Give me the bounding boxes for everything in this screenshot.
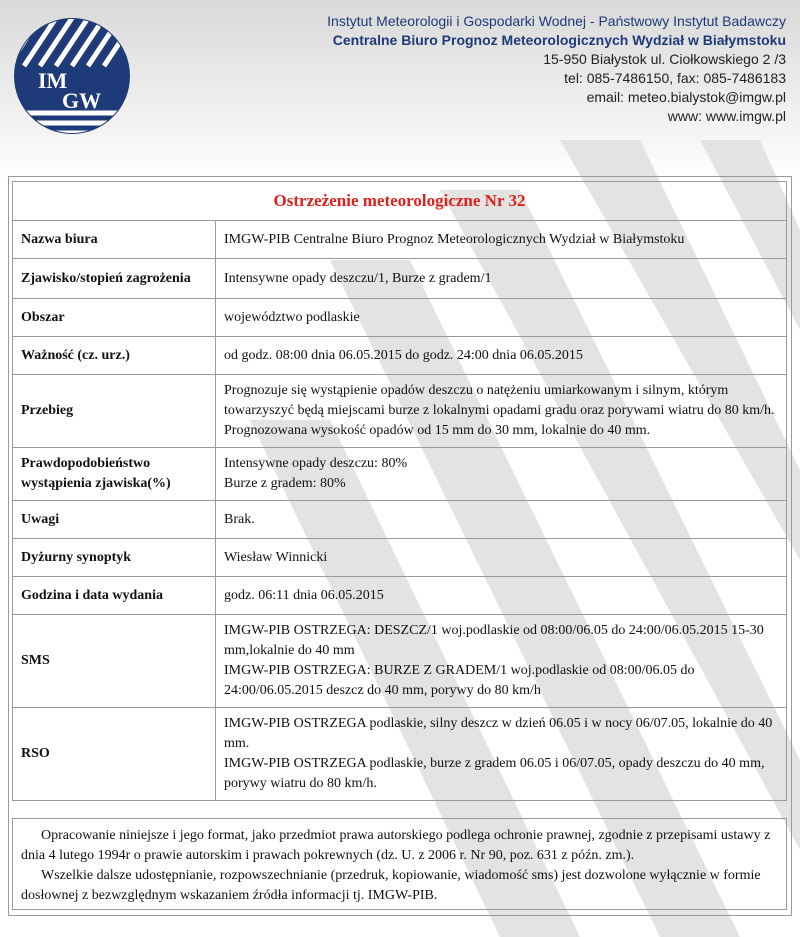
value-line: IMGW-PIB OSTRZEGA podlaskie, silny deszcz w dzień 06.05 i w nocy 06/07.05, lokalnie do 40 mm.	[224, 716, 773, 751]
row-label: Zjawisko/stopień zagrożenia	[13, 259, 216, 299]
value-line: IMGW-PIB Centralne Biuro Prognoz Meteorologicznych Wydział w Białymstoku	[224, 231, 685, 247]
row-label: Prawdopodobieństwo wystąpienia zjawiska(%)	[13, 448, 216, 501]
table-row	[13, 577, 787, 615]
value-line: IMGW-PIB OSTRZEGA: DESZCZ/1 woj.podlaskie od 08:00/06.05 do 24:00/06.05.2015 15-30 mm,lokalnie do 40 mm	[224, 623, 764, 658]
table-row	[13, 615, 787, 708]
row-label: Obszar	[13, 299, 216, 337]
row-value	[216, 337, 787, 375]
logo-text-top: IM	[38, 68, 68, 93]
table-row	[13, 259, 787, 299]
copyright-paragraph-2: Wszelkie dalsze udostępnianie, rozpowszechnianie (przedruk, kopiowanie, wiadomość sms) jest dozwolone wyłącznie w formie dosłownej z bezwzględnym wskazaniem źródła informacji tj. IMGW-PIB.	[21, 868, 761, 903]
table-row	[13, 299, 787, 337]
value-line: Brak.	[224, 511, 255, 527]
website[interactable]: www: www.imgw.pl	[667, 108, 786, 124]
value-line: godz. 06:11 dnia 06.05.2015	[224, 587, 384, 603]
office-name: Centralne Biuro Prognoz Meteorologicznych Wydział w Białymstoku	[332, 32, 786, 48]
table-row	[13, 221, 787, 259]
row-value	[216, 539, 787, 577]
row-label: Ważność (cz. urz.)	[13, 337, 216, 375]
warning-title: Ostrzeżenie meteorologiczne Nr 32	[13, 182, 787, 221]
row-value	[216, 299, 787, 337]
phone-fax: tel: 085-7486150, fax: 085-7486183	[564, 70, 786, 86]
copyright-paragraph-1: Opracowanie niniejsze i jego format, jako przedmiot prawa autorskiego podlega ochronie prawnej, zgodnie z przepisami ustawy z dnia 4 lutego 1994r o prawie autorskim i prawach pokrewnych (dz. U. z 2006 r. Nr 90, poz. 631 z późn. zm.).	[21, 828, 771, 863]
value-line: Wiesław Winnicki	[224, 549, 328, 565]
row-value	[216, 259, 787, 299]
value-line: Intensywne opady deszczu/1, Burze z gradem/1	[224, 270, 492, 286]
row-label: Uwagi	[13, 501, 216, 539]
row-value	[216, 708, 787, 801]
row-label: SMS	[13, 615, 216, 708]
value-line: Burze z gradem: 80%	[224, 476, 346, 491]
value-line: od godz. 08:00 dnia 06.05.2015 do godz. 24:00 dnia 06.05.2015	[224, 347, 583, 363]
letterhead	[0, 0, 800, 160]
row-label: Dyżurny synoptyk	[13, 539, 216, 577]
row-value	[216, 501, 787, 539]
warning-table	[12, 181, 787, 801]
row-value	[216, 221, 787, 259]
row-label: Przebieg	[13, 375, 216, 448]
row-value	[216, 577, 787, 615]
institute-name: Instytut Meteorologii i Gospodarki Wodnej - Państwowy Instytut Badawczy	[327, 13, 786, 29]
copyright-notice	[12, 818, 787, 910]
table-row	[13, 448, 787, 501]
value-line: IMGW-PIB OSTRZEGA: BURZE Z GRADEM/1 woj.podlaskie od 08:00/06.05 do 24:00/06.05.2015 deszcz do 40 mm, porywy do 80 km/h	[224, 663, 695, 698]
value-line: województwo podlaskie	[224, 309, 360, 325]
table-row	[13, 337, 787, 375]
contact-block	[327, 12, 786, 126]
table-row	[13, 708, 787, 801]
email-address[interactable]: email: meteo.bialystok@imgw.pl	[586, 89, 786, 105]
table-row	[13, 375, 787, 448]
row-label: Godzina i data wydania	[13, 577, 216, 615]
address: 15-950 Białystok ul. Ciołkowskiego 2 /3	[543, 51, 786, 67]
value-line: Prognozuje się wystąpienie opadów deszczu o natężeniu umiarkowanym i silnym, którym towarzyszyć będą miejscami burze z lokalnymi opadami gradu oraz porywami wiatru do 80 km/h. Prognozowana wysokość opadów od 15 mm do 30 mm, lokalnie do 40 mm.	[224, 383, 775, 438]
row-label: Nazwa biura	[13, 221, 216, 259]
title-row	[13, 182, 787, 221]
logo-text-bottom: GW	[62, 88, 102, 113]
table-row	[13, 539, 787, 577]
row-value	[216, 375, 787, 448]
imgw-logo	[12, 16, 132, 136]
value-line: Intensywne opady deszczu: 80%	[224, 456, 408, 471]
value-line: IMGW-PIB OSTRZEGA podlaskie, burze z gradem 06.05 i 06/07.05, opady deszczu do 40 mm, porywy wiatru do 80 km/h.	[224, 756, 765, 791]
row-value	[216, 615, 787, 708]
row-label: RSO	[13, 708, 216, 801]
row-value	[216, 448, 787, 501]
table-row	[13, 501, 787, 539]
